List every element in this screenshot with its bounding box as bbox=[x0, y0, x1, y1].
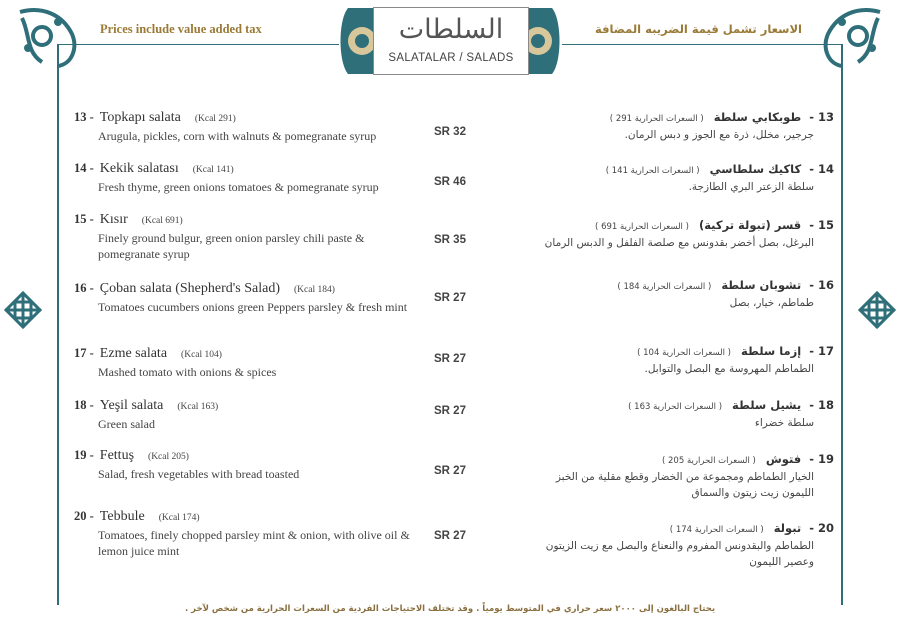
item-price: SR 46 bbox=[434, 176, 466, 188]
item-kcal-ar: ( السعرات الحرارية 184 ) bbox=[617, 282, 712, 292]
item-name: Topkapı salata bbox=[99, 110, 181, 125]
corner-ornament-icon bbox=[12, 4, 84, 76]
item-number-ar: 13 - bbox=[809, 110, 834, 124]
item-number-ar: 16 - bbox=[809, 278, 834, 292]
title-panel bbox=[373, 7, 529, 75]
menu-item-17 bbox=[74, 346, 414, 380]
menu-item-ar-14 bbox=[534, 162, 834, 195]
item-kcal: (Kcal 141) bbox=[192, 165, 234, 175]
item-description-ar: البرغل، بصل أخضر بقدونس مع صلصة الفلفل و الدبس الرمان bbox=[544, 237, 814, 249]
item-price: SR 32 bbox=[434, 126, 466, 138]
menu-item-14 bbox=[74, 161, 414, 195]
item-name-ar: طوبكابي سلطة bbox=[713, 110, 802, 124]
item-number-ar: 19 - bbox=[809, 452, 834, 466]
item-number-ar: 14 - bbox=[809, 162, 834, 176]
item-description: Fresh thyme, green onions tomatoes & pomegranate syrup bbox=[98, 180, 379, 194]
item-name-ar: إزما سلطة bbox=[741, 344, 802, 358]
corner-ornament-icon bbox=[816, 4, 888, 76]
item-kcal: (Kcal 163) bbox=[177, 402, 219, 412]
calorie-footnote: يحتاج البالغون إلى ٢٠٠٠ سعر حراري في المتوسط يومياً . وقد تختلف الاحتياجات الفردية من السعرات الحرارية من شخص لآخر . bbox=[184, 604, 716, 614]
item-price: SR 35 bbox=[434, 234, 466, 246]
menu-item-20 bbox=[74, 509, 414, 559]
menu-item-ar-20 bbox=[534, 521, 834, 570]
item-kcal: (Kcal 104) bbox=[181, 350, 222, 360]
title-english: SALATALAR / SALADS bbox=[388, 52, 514, 64]
menu-item-ar-13 bbox=[534, 110, 834, 143]
item-name: Kısır bbox=[99, 212, 128, 227]
menu-item-ar-17 bbox=[534, 344, 834, 377]
item-number: 18 - bbox=[74, 398, 94, 412]
item-description: Tomatoes cucumbers onions green Peppers parsley & fresh mint bbox=[98, 300, 408, 314]
item-kcal: (Kcal 205) bbox=[148, 452, 189, 462]
knot-ornament-icon bbox=[3, 290, 43, 330]
item-name: Kekik salatası bbox=[99, 161, 179, 176]
item-name-ar: تبولة bbox=[773, 521, 802, 535]
title-arabic: السلطات bbox=[398, 14, 504, 45]
knot-ornament-icon bbox=[857, 290, 897, 330]
menu-item-15 bbox=[74, 212, 414, 262]
item-price: SR 27 bbox=[434, 530, 466, 542]
item-kcal-ar: ( السعرات الحرارية 691 ) bbox=[595, 222, 689, 232]
item-number-ar: 17 - bbox=[809, 344, 834, 358]
item-kcal-ar: ( السعرات الحرارية 205 ) bbox=[661, 456, 756, 466]
item-price: SR 27 bbox=[434, 405, 466, 417]
tax-note-arabic: الاسعار تشمل قيمة الضريبه المضافة bbox=[594, 22, 802, 36]
item-description-ar: سلطة خضراء bbox=[754, 417, 814, 429]
item-name-ar: قسر (تبولة تركية) bbox=[698, 218, 802, 232]
item-description-ar: سلطة الزعتر البري الطازجة. bbox=[688, 181, 814, 193]
item-number-ar: 18 - bbox=[809, 398, 834, 412]
item-name-ar: كاكيك سلطاسي bbox=[709, 162, 802, 176]
item-kcal-ar: ( السعرات الحرارية 104 ) bbox=[637, 348, 732, 358]
item-description-ar: طماطم، خيار، بصل bbox=[729, 297, 814, 309]
item-description-ar: الطماطم والبقدونس المفروم والنعناع والبصل مع زيت الزيتون وعصير الليمون bbox=[545, 540, 814, 568]
item-kcal-ar: ( السعرات الحرارية 141 ) bbox=[605, 166, 700, 176]
item-price: SR 27 bbox=[434, 465, 466, 477]
item-number: 13 - bbox=[74, 110, 94, 124]
item-name: Tebbule bbox=[99, 509, 145, 524]
item-number-ar: 20 - bbox=[809, 521, 834, 535]
item-kcal-ar: ( السعرات الحرارية 291 ) bbox=[609, 114, 704, 124]
menu-item-ar-15 bbox=[534, 218, 834, 251]
item-price: SR 27 bbox=[434, 353, 466, 365]
item-name-ar: تشوبان سلطة bbox=[721, 278, 802, 292]
menu-item-ar-18 bbox=[534, 398, 834, 431]
item-kcal: (Kcal 184) bbox=[294, 285, 335, 295]
item-description: Salad, fresh vegetables with bread toasted bbox=[98, 467, 300, 481]
item-kcal-ar: ( السعرات الحرارية 163 ) bbox=[628, 402, 723, 412]
menu-item-ar-19 bbox=[534, 452, 834, 501]
item-kcal: (Kcal 291) bbox=[194, 114, 236, 124]
item-number: 20 - bbox=[74, 509, 94, 523]
item-number: 14 - bbox=[74, 161, 94, 175]
frame-right-line bbox=[841, 45, 843, 605]
item-description: Arugula, pickles, corn with walnuts & pomegranate syrup bbox=[98, 129, 377, 143]
item-description-ar: جرجير، مخلل، ذرة مع الجوز و دبس الرمان. bbox=[624, 129, 814, 141]
item-price: SR 27 bbox=[434, 292, 466, 304]
item-name: Yeşil salata bbox=[99, 398, 164, 413]
item-description-ar: الطماطم المهروسة مع البصل والتوابل. bbox=[644, 363, 814, 375]
item-kcal: (Kcal 174) bbox=[158, 513, 200, 523]
item-number-ar: 15 - bbox=[809, 218, 834, 232]
item-name-ar: يشيل سلطة bbox=[732, 398, 802, 412]
frame-top-line-right bbox=[562, 44, 843, 45]
item-name-ar: فتوش bbox=[765, 452, 802, 466]
item-number: 16 - bbox=[74, 281, 94, 295]
frame-left-line bbox=[57, 45, 59, 605]
menu-item-19 bbox=[74, 448, 414, 482]
menu-item-ar-16 bbox=[534, 278, 834, 311]
item-number: 19 - bbox=[74, 448, 94, 462]
item-name: Fettuş bbox=[99, 448, 135, 463]
item-number: 17 - bbox=[74, 346, 94, 360]
tax-note-english: Prices include value added tax bbox=[100, 22, 262, 36]
item-description: Green salad bbox=[98, 417, 155, 431]
item-name: Ezme salata bbox=[99, 346, 168, 361]
item-number: 15 - bbox=[74, 212, 94, 226]
item-name: Çoban salata (Shepherd's Salad) bbox=[99, 281, 280, 296]
menu-item-18 bbox=[74, 398, 414, 432]
item-description: Tomatoes, finely chopped parsley mint & onion, with olive oil & lemon juice mint bbox=[98, 528, 410, 558]
frame-top-line-left bbox=[57, 44, 339, 45]
item-kcal: (Kcal 691) bbox=[141, 216, 183, 226]
item-kcal-ar: ( السعرات الحرارية 174 ) bbox=[669, 525, 764, 535]
item-description-ar: الخيار الطماطم ومجموعة من الخضار وقطع مقلية من الخبز الليمون زيت زيتون والسماق bbox=[555, 471, 814, 499]
menu-item-16 bbox=[74, 281, 414, 315]
item-description: Finely ground bulgur, green onion parsley chili paste & pomegranate syrup bbox=[98, 231, 365, 261]
menu-item-13 bbox=[74, 110, 414, 144]
item-description: Mashed tomato with onions & spices bbox=[98, 365, 277, 379]
